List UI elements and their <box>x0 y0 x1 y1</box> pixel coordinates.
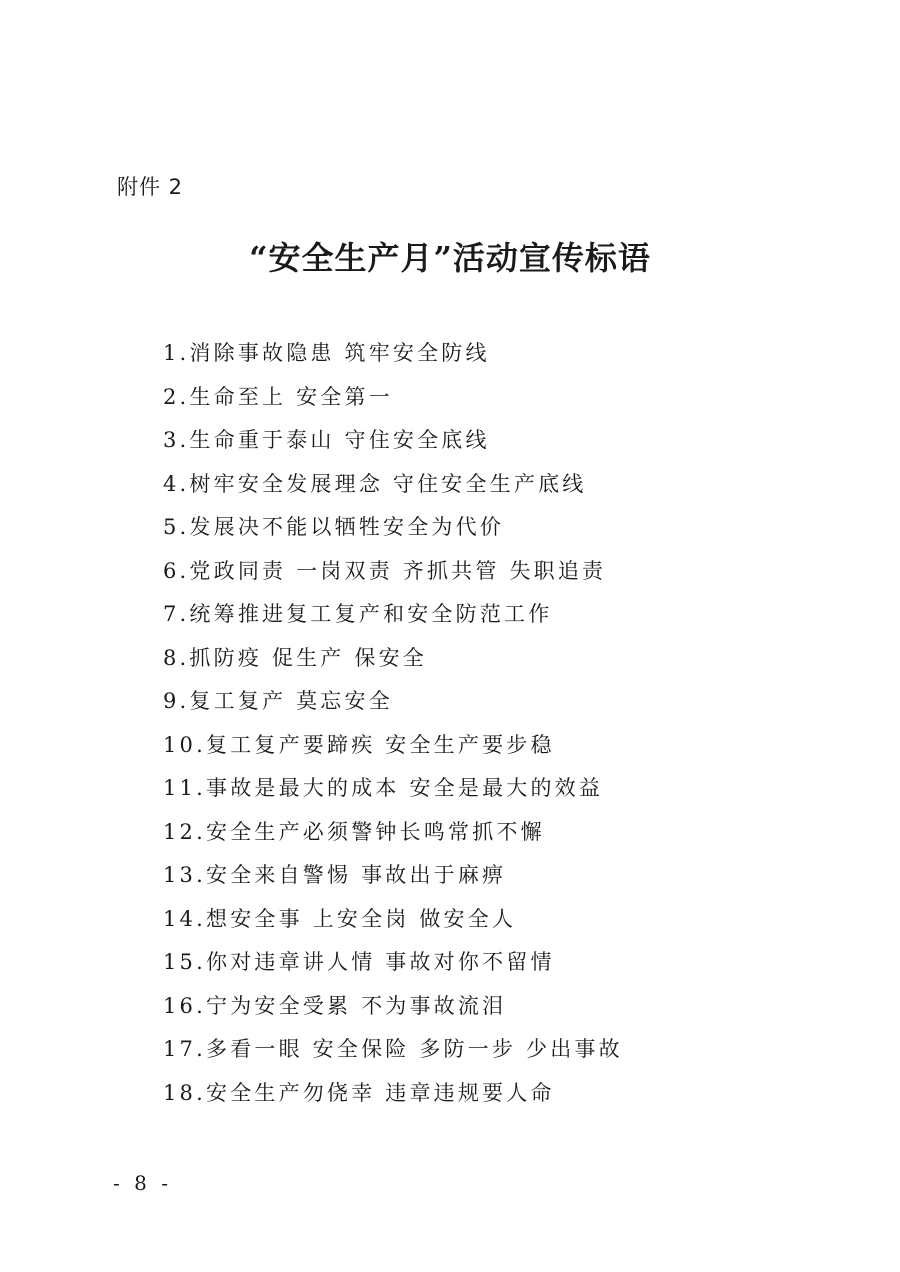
page-title: “安全生产月”活动宣传标语 <box>249 239 651 277</box>
slogan-item: 6.党政同责 一岗双责 齐抓共管 失职追责 <box>163 558 607 583</box>
slogan-item: 15.你对违章讲人情 事故对你不留情 <box>163 950 555 974</box>
slogan-item: 7.统筹推进复工复产和安全防范工作 <box>163 602 553 626</box>
slogan-item: 18.安全生产勿侥幸 违章违规要人命 <box>163 1080 555 1105</box>
slogan-item: 1.消除事故隐患 筑牢安全防线 <box>163 341 490 365</box>
slogan-item: 16.宁为安全受累 不为事故流泪 <box>163 993 507 1018</box>
slogan-item: 12.安全生产必须警钟长鸣常抓不懈 <box>163 819 545 844</box>
slogan-item: 5.发展决不能以牺牲安全为代价 <box>163 515 505 539</box>
attachment-label: 附件 2 <box>117 175 184 199</box>
slogan-item: 11.事故是最大的成本 安全是最大的效益 <box>163 776 604 800</box>
slogan-item: 3.生命重于泰山 守住安全底线 <box>163 428 490 452</box>
slogan-item: 2.生命至上 安全第一 <box>163 384 393 409</box>
slogan-item: 8.抓防疫 促生产 保安全 <box>163 645 427 670</box>
slogan-item: 4.树牢安全发展理念 守住安全生产底线 <box>163 471 587 496</box>
slogan-list <box>163 332 623 1115</box>
slogan-item: 9.复工复产 莫忘安全 <box>163 689 393 713</box>
page-number: - 8 - <box>113 1171 172 1195</box>
slogan-item: 17.多看一眼 安全保险 多防一步 少出事故 <box>163 1037 623 1061</box>
slogan-item: 10.复工复产要蹄疾 安全生产要步稳 <box>163 732 555 757</box>
slogan-item: 14.想安全事 上安全岗 做安全人 <box>163 906 517 931</box>
slogan-item: 13.安全来自警惕 事故出于麻痹 <box>163 863 507 887</box>
